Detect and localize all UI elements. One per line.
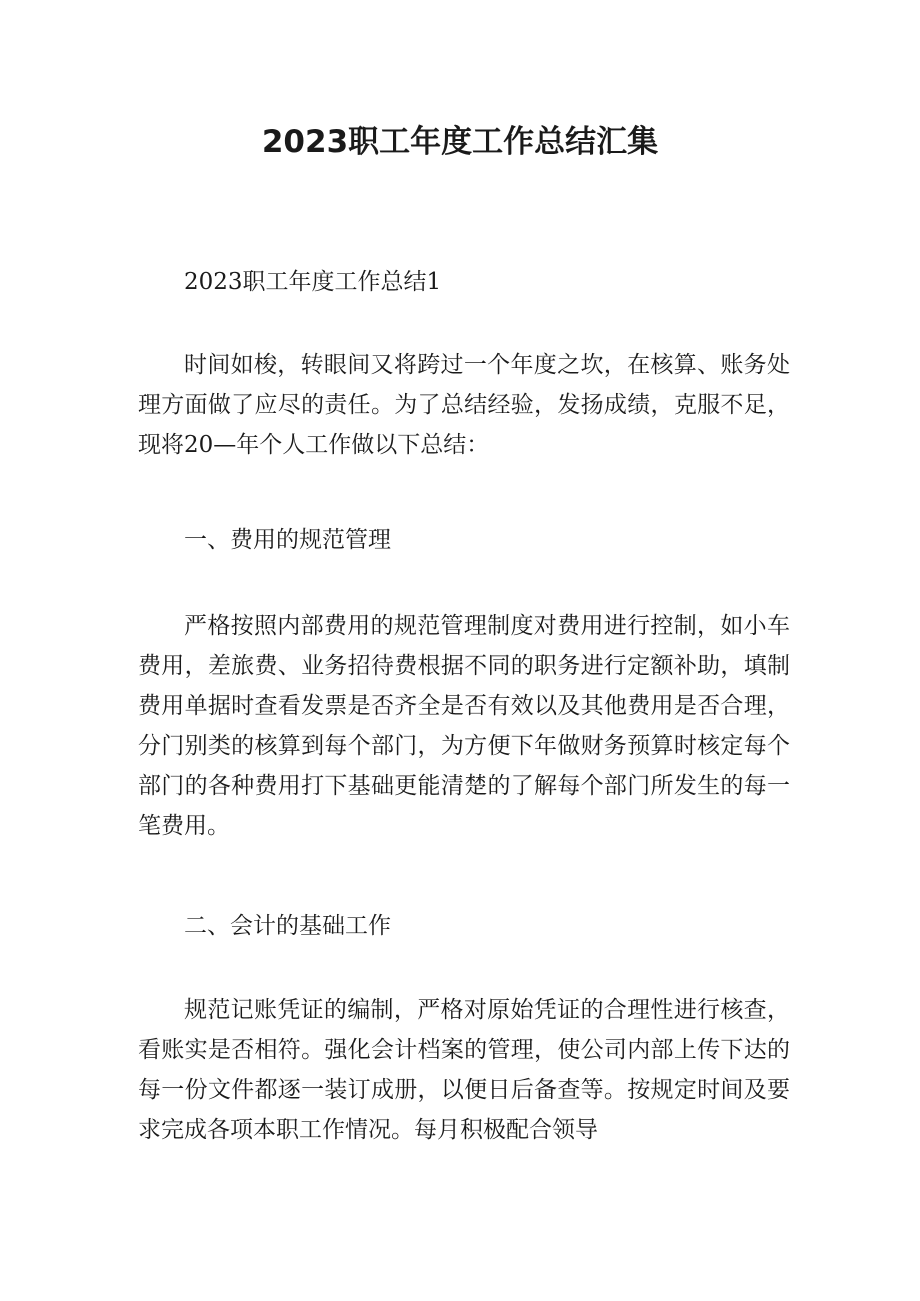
section-heading-expense-management: 一、费用的规范管理 — [184, 527, 391, 553]
section-heading-accounting-basics: 二、会计的基础工作 — [184, 913, 391, 939]
paragraph-expense-management: 严格按照内部费用的规范管理制度对费用进行控制，如小车费用，差旅费、业务招待费根据不同的职务进行定额补助，填制费用单据时查看发票是否齐全是否有效以及其他费用是否合理，分门别类的核算到每个部门，为方便下年做财务预算时核定每个部门的各种费用打下基础更能清楚的了解每个部门所发生的每一笔费用。 — [138, 613, 790, 839]
section-subtitle: 2023职工年度工作总结1 — [184, 269, 442, 295]
paragraph-accounting-basics: 规范记账凭证的编制，严格对原始凭证的合理性进行核查，看账实是否相符。强化会计档案的管理，使公司内部上传下达的每一份文件都逐一装订成册，以便日后备查等。按规定时间及要求完成各项本职工作情况。每月积极配合领导 — [138, 997, 790, 1143]
document-title: 2023职工年度工作总结汇集 — [261, 124, 659, 160]
paragraph-intro: 时间如梭，转眼间又将跨过一个年度之坎，在核算、账务处理方面做了应尽的责任。为了总结经验，发扬成绩，克服不足，现将20—年个人工作做以下总结： — [138, 352, 790, 458]
